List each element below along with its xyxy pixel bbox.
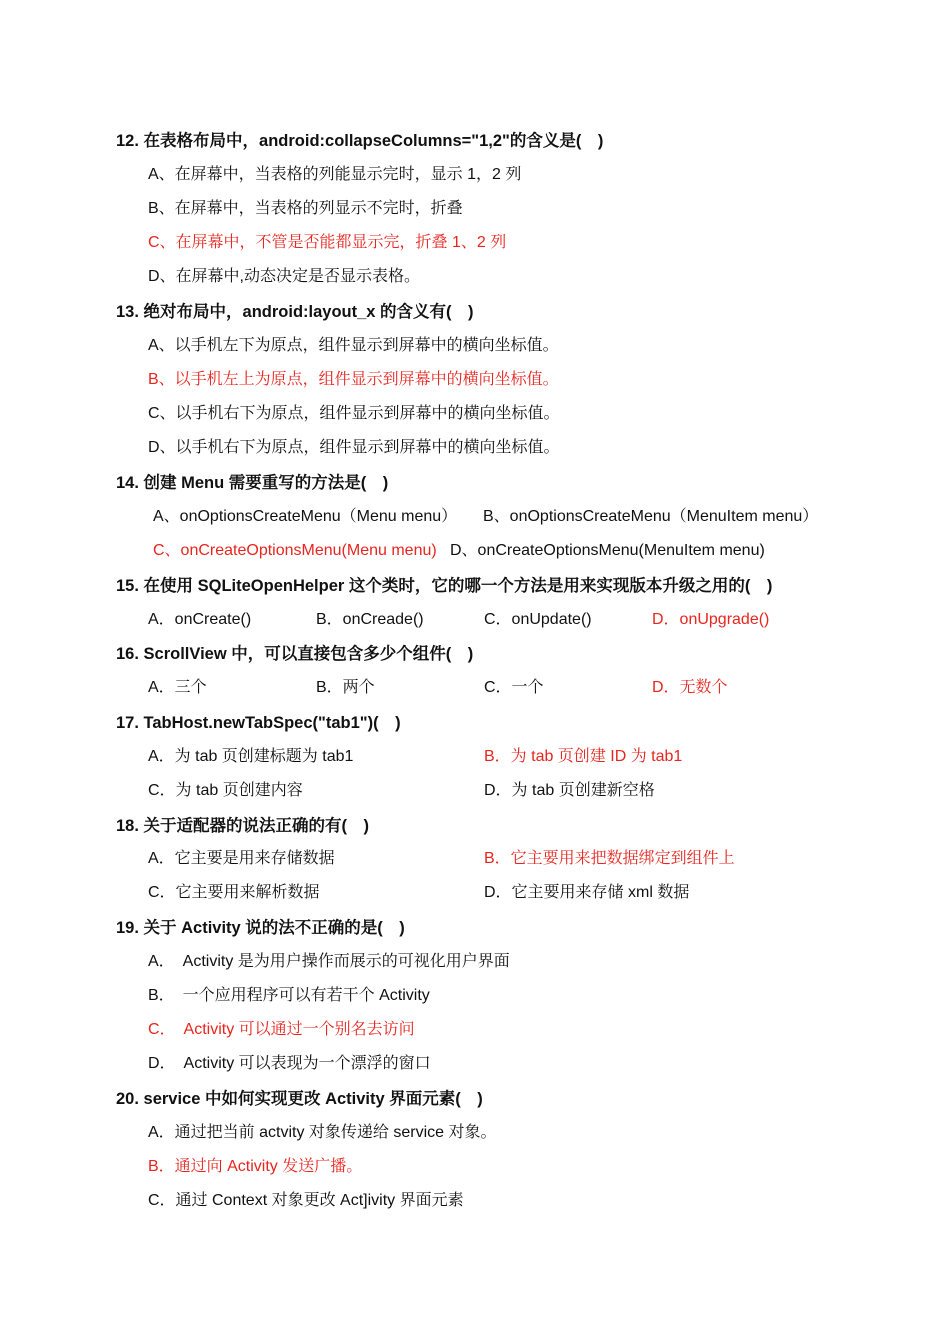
question-18-option-c: C．它主要用来解析数据 xyxy=(148,884,320,901)
question-19-option-c: C． Activity 可以通过一个别名去访问 xyxy=(148,1021,415,1038)
question-18-option-b: B．它主要用来把数据绑定到组件上 xyxy=(484,850,735,867)
question-14-option-d: D、onCreateOptionsMenu(MenuItem menu) xyxy=(450,542,765,559)
question-12-option-a: A、在屏幕中，当表格的列能显示完时，显示 1，2 列 xyxy=(148,166,522,183)
question-16-option-d: D．无数个 xyxy=(652,679,728,696)
question-19-option-b: B． 一个应用程序可以有若干个 Activity xyxy=(148,987,430,1004)
question-20-option-a: A．通过把当前 actvity 对象传递给 service 对象。 xyxy=(148,1124,497,1141)
question-13-title: 13. 绝对布局中，android:layout_x 的含义有( ) xyxy=(116,303,474,321)
question-14-title: 14. 创建 Menu 需要重写的方法是( ) xyxy=(116,474,389,492)
question-20-option-c: C．通过 Context 对象更改 Act]ivity 界面元素 xyxy=(148,1192,464,1209)
question-18-option-a: A．它主要是用来存储数据 xyxy=(148,850,335,867)
question-14-option-c: C、onCreateOptionsMenu(Menu menu) xyxy=(153,542,437,559)
question-18-option-d: D．它主要用来存储 xml 数据 xyxy=(484,884,690,901)
question-13-option-b: B、以手机左上为原点，组件显示到屏幕中的横向坐标值。 xyxy=(148,371,559,388)
question-20-title: 20. service 中如何实现更改 Activity 界面元素( ) xyxy=(116,1090,483,1108)
question-16-option-b: B．两个 xyxy=(316,679,375,696)
question-15-title: 15. 在使用 SQLiteOpenHelper 这个类时，它的哪一个方法是用来实现版本升级之用的( ) xyxy=(116,577,773,595)
question-14-option-a: A、onOptionsCreateMenu（Menu menu） xyxy=(153,508,458,525)
question-13-option-a: A、以手机左下为原点，组件显示到屏幕中的横向坐标值。 xyxy=(148,337,559,354)
question-12-option-b: B、在屏幕中，当表格的列显示不完时，折叠 xyxy=(148,200,463,217)
question-19-option-d: D． Activity 可以表现为一个漂浮的窗口 xyxy=(148,1055,431,1072)
question-13-option-d: D、以手机右下为原点，组件显示到屏幕中的横向坐标值。 xyxy=(148,439,560,456)
question-13-option-c: C、以手机右下为原点，组件显示到屏幕中的横向坐标值。 xyxy=(148,405,560,422)
question-15-option-b: B．onCreade() xyxy=(316,611,424,628)
question-15-option-c: C．onUpdate() xyxy=(484,611,592,628)
question-17-option-b: B．为 tab 页创建 ID 为 tab1 xyxy=(484,748,683,765)
question-19-title: 19. 关于 Activity 说的法不正确的是( ) xyxy=(116,919,405,937)
question-12-option-c: C、在屏幕中，不管是否能都显示完，折叠 1、2 列 xyxy=(148,234,507,251)
question-18-title: 18. 关于适配器的说法正确的有( ) xyxy=(116,817,370,835)
question-17-title: 17. TabHost.newTabSpec("tab1")( ) xyxy=(116,714,401,732)
question-16-title: 16. ScrollView 中，可以直接包含多少个组件( ) xyxy=(116,645,474,663)
question-19-option-a: A． Activity 是为用户操作而展示的可视化用户界面 xyxy=(148,953,510,970)
question-16-option-a: A．三个 xyxy=(148,679,207,696)
question-15-option-d: D．onUpgrade() xyxy=(652,611,770,628)
question-15-option-a: A．onCreate() xyxy=(148,611,252,628)
question-12-option-d: D、在屏幕中,动态决定是否显示表格。 xyxy=(148,268,421,285)
question-17-option-d: D．为 tab 页创建新空格 xyxy=(484,782,655,799)
question-14-option-b: B、onOptionsCreateMenu（MenuItem menu） xyxy=(483,508,819,525)
question-17-option-c: C．为 tab 页创建内容 xyxy=(148,782,303,799)
question-20-option-b: B．通过向 Activity 发送广播。 xyxy=(148,1158,363,1175)
question-16-option-c: C．一个 xyxy=(484,679,544,696)
question-12-title: 12. 在表格布局中，android:collapseColumns="1,2"的含义是( ) xyxy=(116,132,604,150)
question-17-option-a: A．为 tab 页创建标题为 tab1 xyxy=(148,748,354,765)
